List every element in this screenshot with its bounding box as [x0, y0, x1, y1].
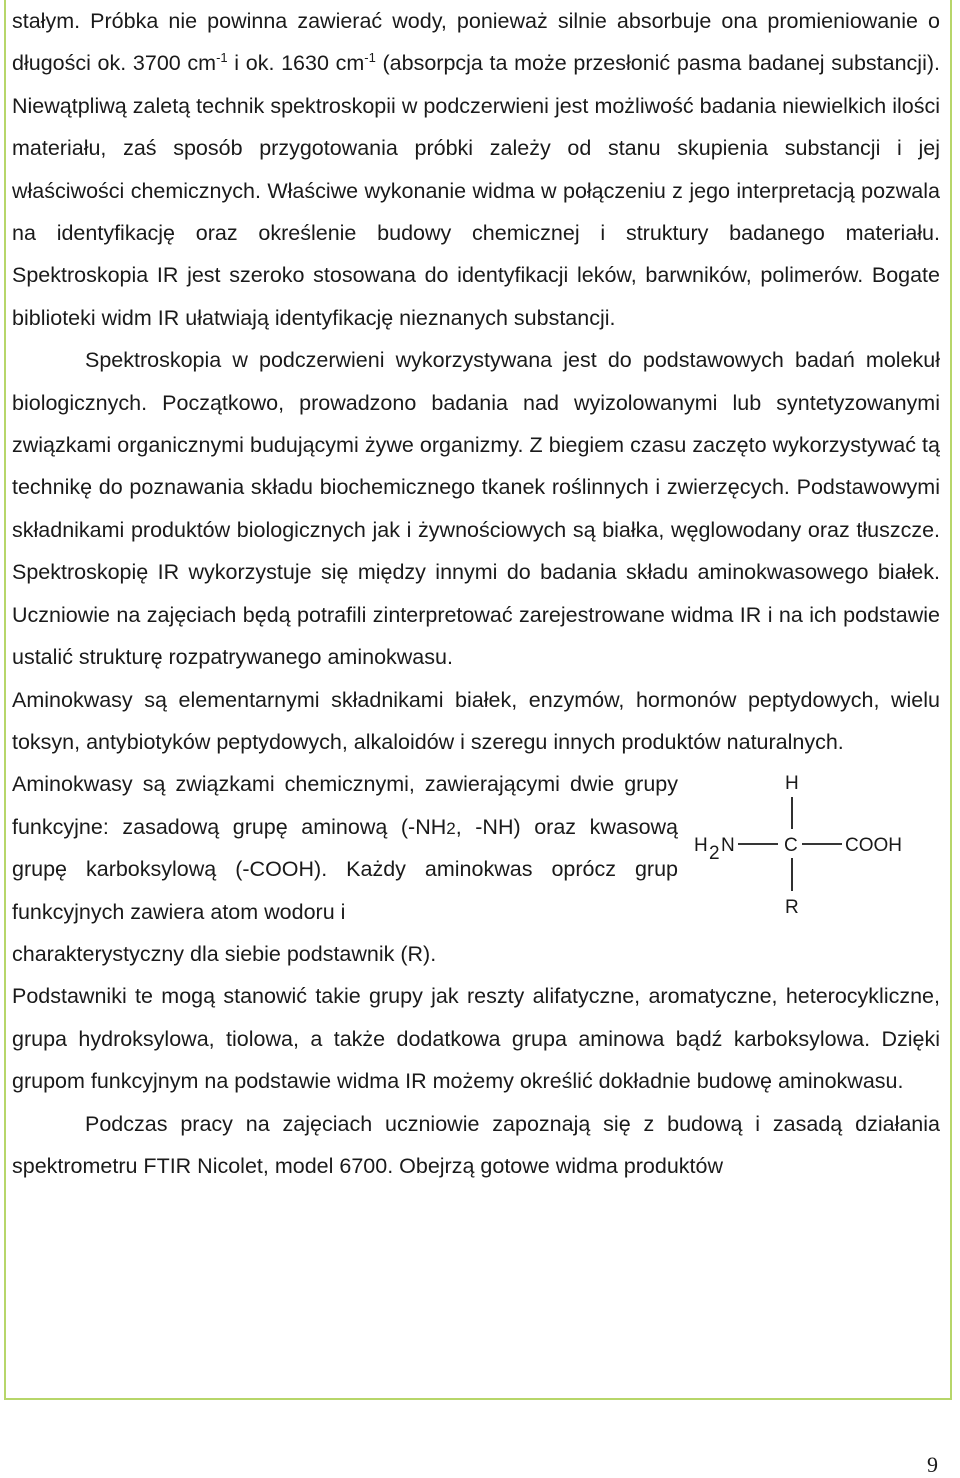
group-cooh: COOH [845, 835, 902, 857]
superscript: -1 [364, 50, 376, 66]
document-body [12, 0, 940, 1187]
atom-h2n-h: H [694, 835, 708, 857]
text-run: i ok. 1630 cm [227, 51, 365, 76]
subscript: 2 [446, 818, 456, 838]
paragraph-substituent: charakterystyczny dla siebie podstawnik (R). [12, 941, 437, 966]
formula-section [12, 763, 940, 933]
text-run: , -NH) oraz kwasową grupę karboksylową (-COOH). Każdy aminokwas oprócz grup funkcyjnych zawiera atom wodoru i [12, 814, 679, 924]
atom-h2n-sub: 2 [709, 843, 720, 865]
atom-c: C [784, 835, 798, 857]
text-run: (absorpcja ta może przesłonić pasma badanej substancji). Niewątpliwą zaletą technik spektroskopii w podczerwieni jest możliwość badania niewielkich ilości materiału, zaś sposób przygotowania próbki zależy od stanu skupienia substancji i jej właściwości chemicznych. Właściwe wykonanie widma w połączeniu z jego interpretacją pozwala na identyfikację oraz określenie budowy chemicznej i struktury badanego materiału. Spektroskopia IR jest szeroko stosowana do identyfikacji leków, barwników, polimerów. Bogate biblioteki widm IR ułatwiają identyfikację nieznanych substancji. [12, 51, 940, 330]
atom-h2n-n: N [721, 835, 735, 857]
paragraph-functional-groups [12, 763, 678, 933]
text-run: stałym. Próbka nie powinna zawierać wody, ponieważ silnie absorbuje ona promieniowanie o długości ok. 3700 cm [12, 9, 940, 76]
text-run: Aminokwasy są związkami chemicznymi, zawierającymi dwie grupy funkcyjne: zasadową grupę aminową (-NH [12, 772, 678, 839]
paragraph-ir-sample [12, 0, 940, 339]
atom-h: H [785, 773, 799, 795]
atom-r: R [785, 897, 799, 919]
amino-acid-structure-diagram [690, 763, 940, 933]
superscript: -1 [216, 50, 228, 66]
page-number: 9 [927, 1452, 938, 1477]
structure-svg [690, 763, 940, 933]
paragraph-substituents: Podstawniki te mogą stanowić takie grupy jak reszty alifatyczne, aromatyczne, heterocykliczne, grupa hydroksylowa, tiolowa, a także dodatkowa grupa aminowa bądź karboksylowa. Dzięki grupom funkcyjnym na podstawie widma IR możemy określić dokładnie budowę aminokwasu. [12, 984, 940, 1094]
paragraph-amino-acids: Aminokwasy są elementarnymi składnikami białek, enzymów, hormonów peptydowych, wielu toksyn, antybiotyków peptydowych, alkaloidów i szeregu innych produktów naturalnych. [12, 687, 940, 754]
paragraph-biological: Spektroskopia w podczerwieni wykorzystywana jest do podstawowych badań molekuł biologicznych. Początkowo, prowadzono badania nad wyizolowanymi lub syntetyzowanymi związkami organicznymi budującymi żywe organizmy. Z biegiem czasu zaczęto wykorzystywać tą technikę do poznawania składu biochemicznego tkanek roślinnych i zwierzęcych. Podstawowymi składnikami produktów biologicznych jak i żywnościowych są białka, węglowodany oraz tłuszcze. Spektroskopię IR wykorzystuje się między innymi do badania składu aminokwasowego białek. Uczniowie na zajęciach będą potrafili zinterpretować zarejestrowane widma IR i na ich podstawie ustalić strukturę rozpatrywanego aminokwasu. [12, 348, 940, 670]
paragraph-ftir: Podczas pracy na zajęciach uczniowie zapoznają się z budową i zasadą działania spektrometru FTIR Nicolet, model 6700. Obejrzą gotowe widma produktów [12, 1111, 940, 1178]
